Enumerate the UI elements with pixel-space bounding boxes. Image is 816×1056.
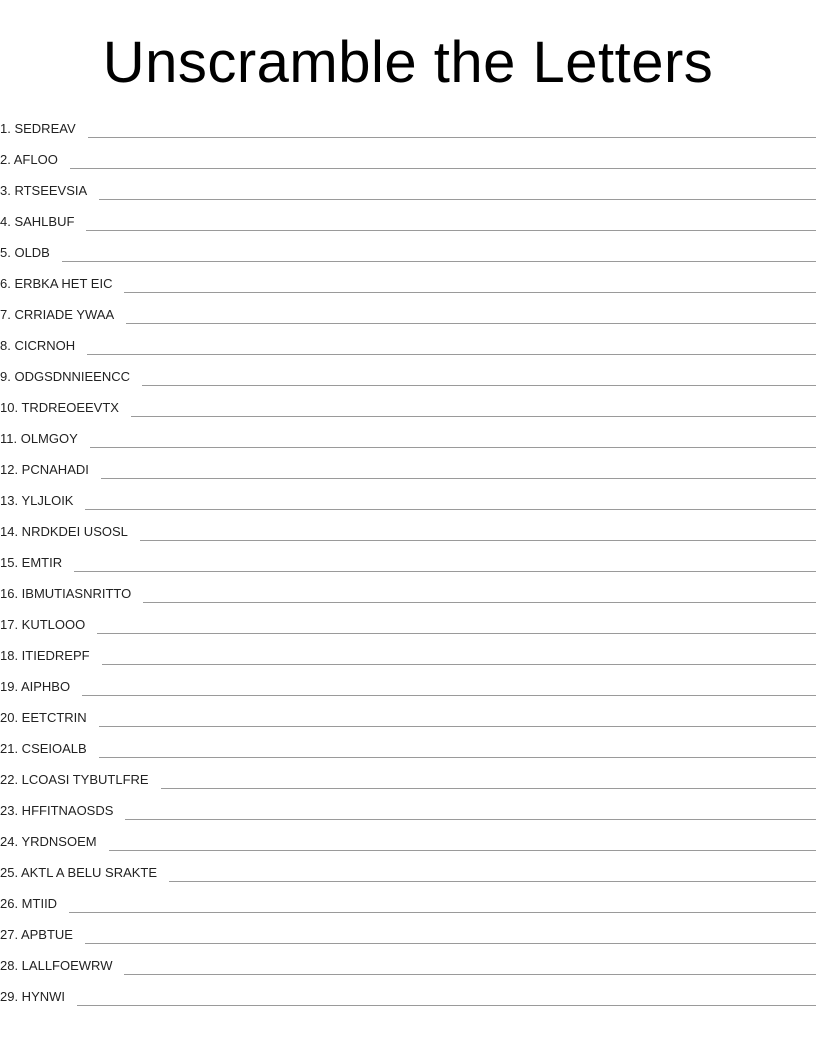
answer-line[interactable]: [102, 663, 816, 665]
scrambled-word: 11. OLMGOY: [0, 431, 78, 446]
scrambled-word: 14. NRDKDEI USOSL: [0, 524, 128, 539]
scrambled-word: 8. CICRNOH: [0, 338, 76, 353]
page-title: Unscramble the Letters: [102, 30, 714, 95]
scrambled-word: 13. YLJLOIK: [0, 493, 74, 508]
list-item: [0, 326, 816, 357]
answer-line[interactable]: [99, 198, 816, 200]
scrambled-word: 9. ODGSDNNIEENCC: [0, 369, 131, 384]
answer-line[interactable]: [101, 477, 816, 479]
scrambled-word: 5. OLDB: [0, 245, 50, 260]
scrambled-word: 24. YRDNSOEM: [0, 834, 97, 849]
scrambled-word: 2. AFLOO: [0, 152, 58, 167]
list-item: [0, 202, 816, 233]
list-item: [0, 357, 816, 388]
list-item: [0, 419, 816, 450]
answer-line[interactable]: [99, 725, 816, 727]
list-item: [0, 140, 816, 171]
answer-line[interactable]: [143, 601, 816, 603]
list-item: [0, 636, 816, 667]
scrambled-word: 17. KUTLOOO: [0, 617, 86, 632]
answer-line[interactable]: [169, 880, 816, 882]
answer-line[interactable]: [85, 508, 816, 510]
scrambled-word: 25. AKTL A BELU SRAKTE: [0, 865, 158, 880]
answer-line[interactable]: [82, 694, 816, 696]
scrambled-word: 6. ERBKA HET EIC: [0, 276, 113, 291]
scrambled-word: 27. APBTUE: [0, 927, 73, 942]
list-item: [0, 729, 816, 760]
answer-line[interactable]: [74, 570, 816, 572]
list-item: [0, 264, 816, 295]
list-item: [0, 512, 816, 543]
scrambled-word: 23. HFFITNAOSDS: [0, 803, 114, 818]
scrambled-word: 22. LCOASI TYBUTLFRE: [0, 772, 149, 787]
list-item: [0, 295, 816, 326]
answer-line[interactable]: [131, 415, 816, 417]
scrambled-word: 21. CSEIOALB: [0, 741, 87, 756]
answer-line[interactable]: [70, 167, 816, 169]
scrambled-word: 1. SEDREAV: [0, 121, 76, 136]
scrambled-word: 26. MTIID: [0, 896, 58, 911]
scrambled-word: 7. CRRIADE YWAA: [0, 307, 115, 322]
list-item: [0, 822, 816, 853]
list-item: [0, 760, 816, 791]
scrambled-word: 28. LALLFOEWRW: [0, 958, 113, 973]
scrambled-word: 15. EMTIR: [0, 555, 63, 570]
word-list: [0, 109, 816, 1008]
answer-line[interactable]: [124, 973, 816, 975]
list-item: [0, 977, 816, 1008]
answer-line[interactable]: [142, 384, 816, 386]
list-item: [0, 915, 816, 946]
answer-line[interactable]: [87, 353, 816, 355]
list-item: [0, 946, 816, 977]
scrambled-word: 4. SAHLBUF: [0, 214, 75, 229]
answer-line[interactable]: [109, 849, 816, 851]
list-item: [0, 388, 816, 419]
scrambled-word: 20. EETCTRIN: [0, 710, 87, 725]
answer-line[interactable]: [69, 911, 816, 913]
list-item: [0, 605, 816, 636]
answer-line[interactable]: [97, 632, 816, 634]
scrambled-word: 29. HYNWI: [0, 989, 66, 1004]
answer-line[interactable]: [140, 539, 816, 541]
answer-line[interactable]: [124, 291, 816, 293]
list-item: [0, 109, 816, 140]
answer-line[interactable]: [90, 446, 816, 448]
list-item: [0, 574, 816, 605]
list-item: [0, 543, 816, 574]
list-item: [0, 233, 816, 264]
answer-line[interactable]: [77, 1004, 816, 1006]
list-item: [0, 791, 816, 822]
answer-line[interactable]: [99, 756, 816, 758]
answer-line[interactable]: [62, 260, 816, 262]
list-item: [0, 450, 816, 481]
scrambled-word: 18. ITIEDREPF: [0, 648, 90, 663]
list-item: [0, 698, 816, 729]
answer-line[interactable]: [86, 229, 816, 231]
answer-line[interactable]: [126, 322, 816, 324]
list-item: [0, 171, 816, 202]
scrambled-word: 16. IBMUTIASNRITTO: [0, 586, 132, 601]
scrambled-word: 3. RTSEEVSIA: [0, 183, 88, 198]
scrambled-word: 12. PCNAHADI: [0, 462, 89, 477]
answer-line[interactable]: [85, 942, 816, 944]
list-item: [0, 884, 816, 915]
answer-line[interactable]: [161, 787, 816, 789]
scrambled-word: 10. TRDREOEEVTX: [0, 400, 119, 415]
scrambled-word: 19. AIPHBO: [0, 679, 71, 694]
list-item: [0, 853, 816, 884]
list-item: [0, 481, 816, 512]
answer-line[interactable]: [125, 818, 816, 820]
answer-line[interactable]: [88, 136, 816, 138]
list-item: [0, 667, 816, 698]
